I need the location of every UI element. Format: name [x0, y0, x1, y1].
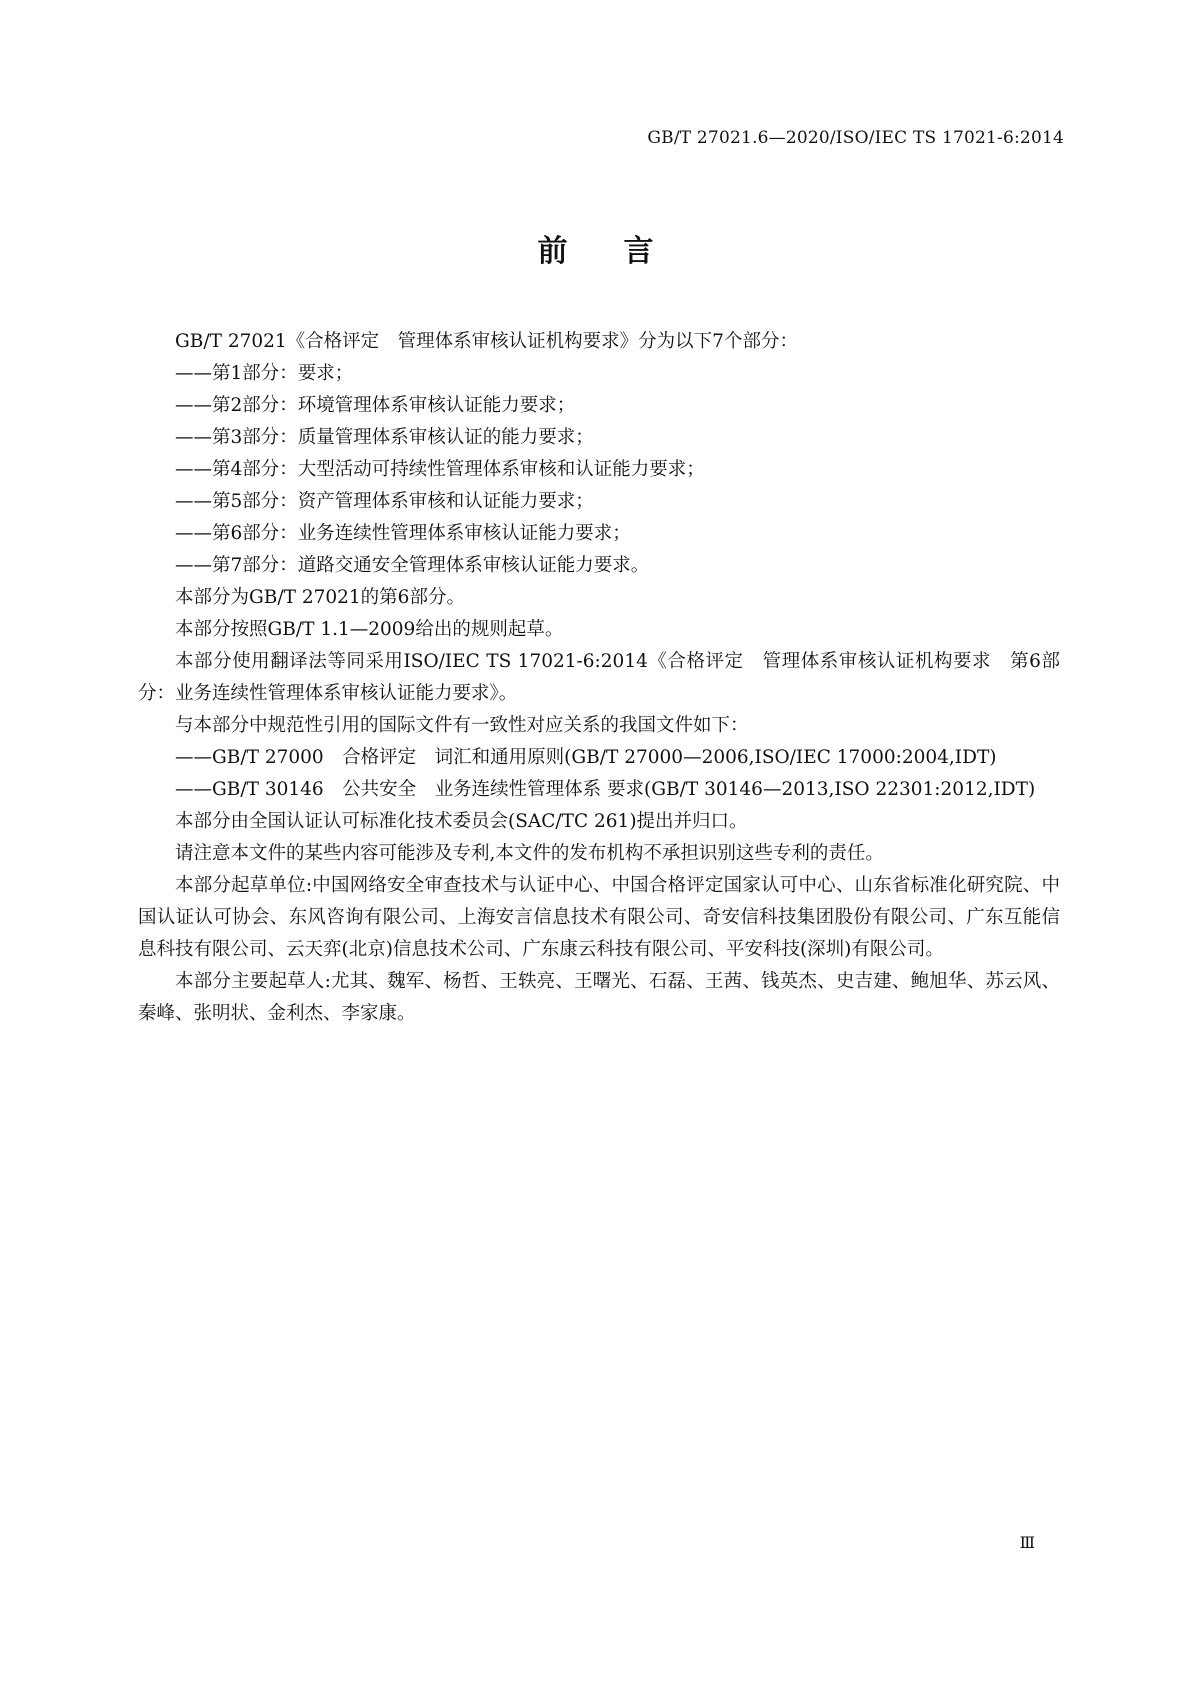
page-title: 前言: [537, 234, 710, 269]
list-item: ——GB/T 27000 合格评定 词汇和通用原则(GB/T 27000—2006,ISO/IEC 17000:2004,IDT): [175, 747, 997, 768]
standard-number-header: GB/T 27021.6—2020/ISO/IEC TS 17021-6:2014: [647, 128, 1064, 148]
parts-list: [138, 358, 1060, 582]
list-item: ——第1部分：要求；: [175, 363, 354, 384]
drafting-units-paragraph: 本部分起草单位:中国网络安全审查技术与认证中心、中国合格评定国家认可中心、山东省标准化研究院、中国认证认可协会、东风咨询有限公司、上海安言信息技术有限公司、奇安信科技集团股份有限公司、广东互能信息科技有限公司、云天弈(北京)信息技术公司、广东康云科技有限公司、平安科技(深圳)有限公司。: [138, 875, 1060, 960]
adoption-paragraph: 本部分使用翻译法等同采用ISO/IEC TS 17021-6:2014《合格评定 管理体系审核认证机构要求 第6部分：业务连续性管理体系审核认证能力要求》。: [138, 651, 1060, 704]
list-item: ——第2部分：环境管理体系审核认证能力要求；: [175, 395, 576, 416]
part-of-paragraph: 本部分为GB/T 27021的第6部分。: [175, 587, 465, 608]
proposed-by-paragraph: 本部分由全国认证认可标准化技术委员会(SAC/TC 261)提出并归口。: [175, 811, 748, 832]
references-list: [138, 742, 1060, 806]
drafters-paragraph: 本部分主要起草人:尤其、魏军、杨哲、王轶亮、王曙光、石磊、王茜、钱英杰、史吉建、鲍旭华、苏云风、秦峰、张明状、金利杰、李家康。: [138, 971, 1060, 1024]
patent-notice-paragraph: 请注意本文件的某些内容可能涉及专利,本文件的发布机构不承担识别这些专利的责任。: [175, 843, 884, 864]
list-item: ——第6部分：业务连续性管理体系审核认证能力要求；: [175, 523, 631, 544]
intro-paragraph: GB/T 27021《合格评定 管理体系审核认证机构要求》分为以下7个部分：: [175, 331, 798, 352]
list-item: ——第7部分：道路交通安全管理体系审核认证能力要求。: [175, 555, 650, 576]
page-number: Ⅲ: [1019, 1533, 1035, 1552]
references-intro-paragraph: 与本部分中规范性引用的国际文件有一致性对应关系的我国文件如下：: [175, 715, 749, 736]
list-item: ——第4部分：大型活动可持续性管理体系审核和认证能力要求；: [175, 459, 705, 480]
list-item: ——第3部分：质量管理体系审核认证的能力要求；: [175, 427, 594, 448]
foreword-body: [138, 326, 1060, 1030]
list-item: ——GB/T 30146 公共安全 业务连续性管理体系 要求(GB/T 30146—2013,ISO 22301:2012,IDT): [175, 779, 1036, 800]
list-item: ——第5部分：资产管理体系审核和认证能力要求；: [175, 491, 594, 512]
drafting-rules-paragraph: 本部分按照GB/T 1.1—2009给出的规则起草。: [175, 619, 564, 640]
